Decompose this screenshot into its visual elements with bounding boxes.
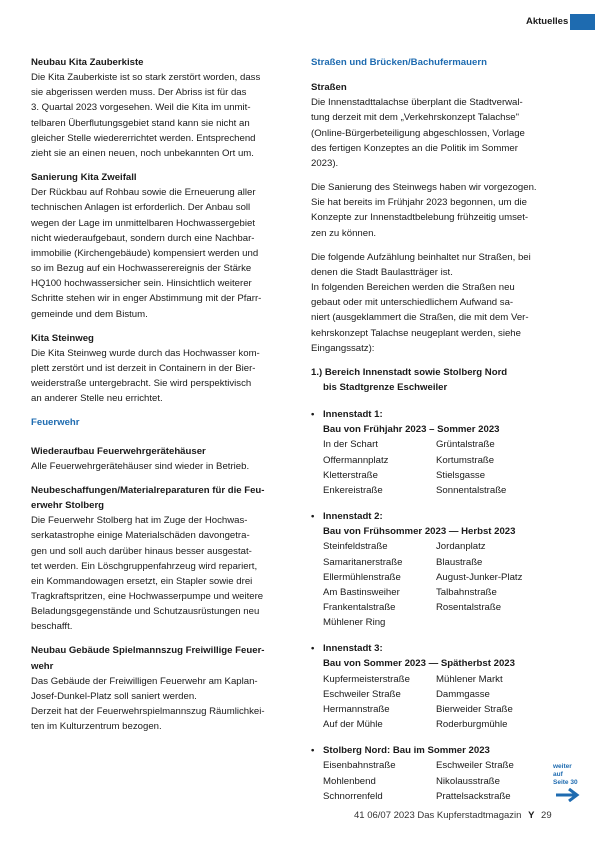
text-line: immobilie (Kirchengebäude) kompensiert werden und: [31, 247, 259, 259]
block-paragraph: [31, 459, 288, 474]
text-line: Das Gebäude der Freiwilligen Feuerwehr am Kaplan-: [31, 675, 258, 687]
street-list: [323, 437, 557, 498]
district-name: Stolberg Nord: Bau im Sommer 2023: [323, 745, 490, 757]
text-line: weiderstraße untergebracht. Sie wird perspektivisch: [31, 378, 252, 390]
text-line: telbaren Überflutungsgebiet stand kann sie nicht an: [31, 117, 250, 129]
street-name: Am Bastinsweiher: [323, 586, 400, 598]
district-period: Bau von Frühjahr 2023 – Sommer 2023: [323, 424, 500, 436]
block-heading-line: erwehr Stolberg: [31, 500, 105, 512]
text-line: Die Innenstadttalachse überplant die Stadtverwal-: [311, 97, 523, 109]
text-line: nicht wiederaufgebaut, sondern durch eine Nachbar-: [31, 232, 255, 244]
block-heading-line: Neubeschaffungen/Materialreparaturen für die Feu-: [31, 484, 265, 496]
continue-line-1: weiter: [553, 763, 572, 770]
district-item: [311, 743, 557, 804]
street-name: Eschweiler Straße: [323, 688, 401, 700]
street-name: Kletterstraße: [323, 469, 378, 481]
text-line: Die Feuerwehr Stolberg hat im Zuge der Hochwas-: [31, 515, 248, 527]
street-name: Roderburgmühle: [436, 719, 508, 731]
continue-note[interactable]: [553, 763, 593, 787]
text-line: tet werden. Ein Löschgruppenfahrzeug wird repariert,: [31, 560, 258, 572]
street-name: Eisenbahnstraße: [323, 760, 396, 772]
block-heading: Kita Steinweg: [31, 332, 94, 344]
page-number: 29: [541, 810, 552, 821]
section-heading-strassen: Straßen und Brücken/Bachufermauern: [311, 57, 487, 68]
article-block: [31, 444, 288, 474]
street-name: Samaritanerstraße: [323, 556, 403, 568]
numbered-heading-line-1: 1.) Bereich Innenstadt sowie Stolberg Nord: [311, 366, 508, 378]
text-line: Der Rückbau auf Rohbau sowie die Erneuerung aller: [31, 187, 256, 199]
text-line: serkatastrophe einige Materialschäden davongetra-: [31, 530, 250, 542]
street-name: Prattelsackstraße: [436, 790, 511, 802]
text-line: wegen der Lage im unmittelbaren Hochwassergebiet: [31, 217, 255, 229]
block-heading: [31, 483, 288, 513]
block-paragraph: [31, 70, 288, 161]
district-name: Innenstadt 3:: [323, 643, 383, 655]
street-list: [323, 539, 557, 630]
block-heading-line: Neubau Gebäude Spielmannszug Freiwillige Feuer-: [31, 645, 265, 657]
text-line: zieht sie an einen neuen, noch unbekannten Ort um.: [31, 147, 254, 159]
article-block: [31, 170, 288, 322]
block-heading: Wiederaufbau Feuerwehrgerätehäuser: [31, 445, 206, 457]
street-name: Hermannstraße: [323, 703, 390, 715]
street-name: Dammgasse: [436, 688, 490, 700]
district-period: Bau von Frühsommer 2023 — Herbst 2023: [323, 526, 516, 538]
district-name: Innenstadt 1:: [323, 409, 383, 421]
text-line: Alle Feuerwehrgerätehäuser sind wieder in Betrieb.: [31, 460, 250, 472]
bullet-icon: •: [311, 511, 315, 523]
text-line: Die Sanierung des Steinwegs haben wir vorgezogen.: [311, 182, 537, 194]
bullet-icon: •: [311, 409, 315, 421]
text-line: ten im Kulturzentrum bezogen.: [31, 721, 162, 733]
left-column: [31, 55, 288, 743]
text-line: Tragkraftspritzen, eine Hochwasserpumpe und weitere: [31, 591, 264, 602]
block-paragraph: [31, 185, 288, 321]
section-heading-feuerwehr: Feuerwehr: [31, 417, 80, 429]
article-block: [31, 55, 288, 161]
street-name: Mühlener Markt: [436, 673, 503, 685]
street-name: Enkereistraße: [323, 484, 383, 496]
street-name: Kortumstraße: [436, 454, 495, 466]
street-name: Talbahnstraße: [436, 586, 497, 598]
numbered-heading: [311, 365, 557, 395]
article-block: [31, 643, 288, 734]
street-name: Nikolausstraße: [436, 775, 500, 787]
text-line: Sie hat bereits im Frühjahr 2023 begonnen, um die: [311, 197, 527, 209]
street-name: Grüntalstraße: [436, 439, 495, 451]
street-name: Kupfermeisterstraße: [323, 673, 410, 685]
text-line: plett zerstört und ist derzeit in Containern in der Bier-: [31, 362, 256, 374]
district-item: [311, 407, 557, 498]
text-line: kehrskonzept Talachse neugeplant werden, siehe: [311, 327, 521, 339]
text-line: HQ100 hochwassersicher sein. Hinsichtlich weiterer: [31, 278, 252, 290]
block-heading: Sanierung Kita Zweifall: [31, 172, 137, 184]
text-line: technischen Anlagen ist erforderlich. Der Anbau soll: [31, 202, 251, 214]
text-line: 3. Quartal 2023 vorgesehen. Weil die Kita im unmit-: [31, 102, 251, 114]
street-name: Mohlenbend: [323, 775, 376, 787]
street-name: Stielsgasse: [436, 469, 486, 481]
street-name: Steinfeldstraße: [323, 541, 388, 553]
text-line: Beladungsgegenstände und Schutzausrüstungen neu: [31, 606, 260, 618]
footer-text: 41 06/07 2023 Das Kupferstadtmagazin: [354, 810, 522, 821]
section-color-bar: [570, 14, 595, 30]
bullet-icon: •: [311, 745, 315, 757]
district-period: Bau von Sommer 2023 — Spätherbst 2023: [323, 658, 515, 670]
text-line: Josef-Dunkel-Platz soll saniert werden.: [31, 690, 197, 702]
text-line: so im Bezug auf ein Hochwasserereignis der Stärke: [31, 263, 252, 275]
text-line: gleicher Stelle wiedererrichtet werden. Entsprechend: [31, 132, 256, 144]
street-name: Jordanplatz: [436, 541, 486, 553]
street-name: Blaustraße: [436, 556, 483, 568]
text-line: zen zu können.: [311, 227, 377, 239]
continue-line-3: Seite 30: [553, 779, 578, 786]
right-column: [311, 55, 557, 815]
street-list: [323, 672, 557, 733]
page-footer: [354, 810, 552, 821]
text-line: sie abgerissen werden muss. Der Abriss ist für das: [31, 87, 247, 99]
block-heading: [31, 643, 288, 673]
paragraph: [311, 95, 557, 171]
text-line: gemeinde und dem Bistum.: [31, 308, 148, 320]
street-name: Bierweider Straße: [436, 703, 513, 715]
footer-symbol: Y: [528, 810, 535, 821]
text-line: (Online-Bürgerbeteiligung abgeschlossen, Vorlage: [311, 127, 525, 139]
section-label: Aktuelles: [526, 16, 569, 27]
block-paragraph: [31, 346, 288, 407]
text-line: Konzepte zur Innenstadtbelebung frühzeitig umset-: [311, 212, 529, 224]
text-line: beschafft.: [31, 621, 73, 633]
text-line: In folgenden Bereichen werden die Straßen neu: [311, 282, 515, 294]
block-paragraph: [31, 674, 288, 735]
block-paragraph: [31, 513, 288, 634]
text-line: des fertigen Konzeptes an die Politik im Sommer: [311, 142, 518, 154]
text-line: gen und soll auch darüber hinaus besser ausgestat-: [31, 545, 252, 557]
text-line: an anderer Stelle neu errichtet.: [31, 393, 163, 405]
street-name: Rosentalstraße: [436, 602, 502, 613]
article-block: [31, 331, 288, 407]
street-name: Mühlener Ring: [323, 617, 386, 629]
numbered-heading-line-2: bis Stadtgrenze Eschweiler: [323, 381, 448, 393]
text-line: niert (ausgeklammert die Straßen, die mit dem Ver-: [311, 312, 529, 324]
text-line: Eingangssatz):: [311, 342, 375, 354]
continue-line-2: auf: [553, 771, 563, 778]
text-line: Die Kita Zauberkiste ist so stark zerstört worden, dass: [31, 72, 261, 84]
text-line: 2023).: [311, 157, 339, 169]
street-name: Frankentalstraße: [323, 602, 396, 613]
article-block: [31, 483, 288, 635]
text-line: denen die Stadt Baulastträger ist.: [311, 266, 453, 278]
street-name: Auf der Mühle: [323, 719, 383, 731]
district-name: Innenstadt 2:: [323, 511, 383, 523]
text-line: Die Kita Steinweg wurde durch das Hochwasser kom-: [31, 347, 260, 359]
street-name: [436, 615, 569, 630]
text-line: gebaut oder mit unterschiedlichem Aufwand sa-: [311, 297, 514, 309]
text-line: Derzeit hat der Feuerwehrspielmannszug Räumlichkei-: [31, 706, 265, 718]
street-name: Ellermühlenstraße: [323, 571, 401, 583]
district-item: [311, 641, 557, 732]
sub-heading-strassen: Straßen: [311, 82, 347, 94]
street-list: [323, 758, 557, 803]
street-name: August-Junker-Platz: [436, 571, 523, 583]
street-name: Offermannplatz: [323, 454, 389, 466]
street-name: Sonnentalstraße: [436, 484, 507, 496]
text-line: Schritte stehen wir in enger Abstimmung mit der Pfarr-: [31, 293, 262, 305]
text-line: Die folgende Aufzählung beinhaltet nur Straßen, bei: [311, 251, 531, 263]
district-item: [311, 509, 557, 630]
text-line: tung derzeit mit dem „Verkehrskonzept Talachse": [311, 112, 519, 124]
text-line: ein Kommandowagen ersetzt, ein Stapler sowie drei: [31, 575, 253, 587]
arrow-right-icon[interactable]: [555, 788, 581, 802]
paragraph: [311, 180, 557, 241]
bullet-icon: •: [311, 643, 315, 655]
street-name: Eschweiler Straße: [436, 760, 514, 772]
block-heading-line: wehr: [31, 660, 54, 672]
block-heading: Neubau Kita Zauberkiste: [31, 57, 144, 68]
street-name: Schnorrenfeld: [323, 790, 383, 802]
street-name: In der Schart: [323, 439, 378, 451]
paragraph: [311, 250, 557, 356]
